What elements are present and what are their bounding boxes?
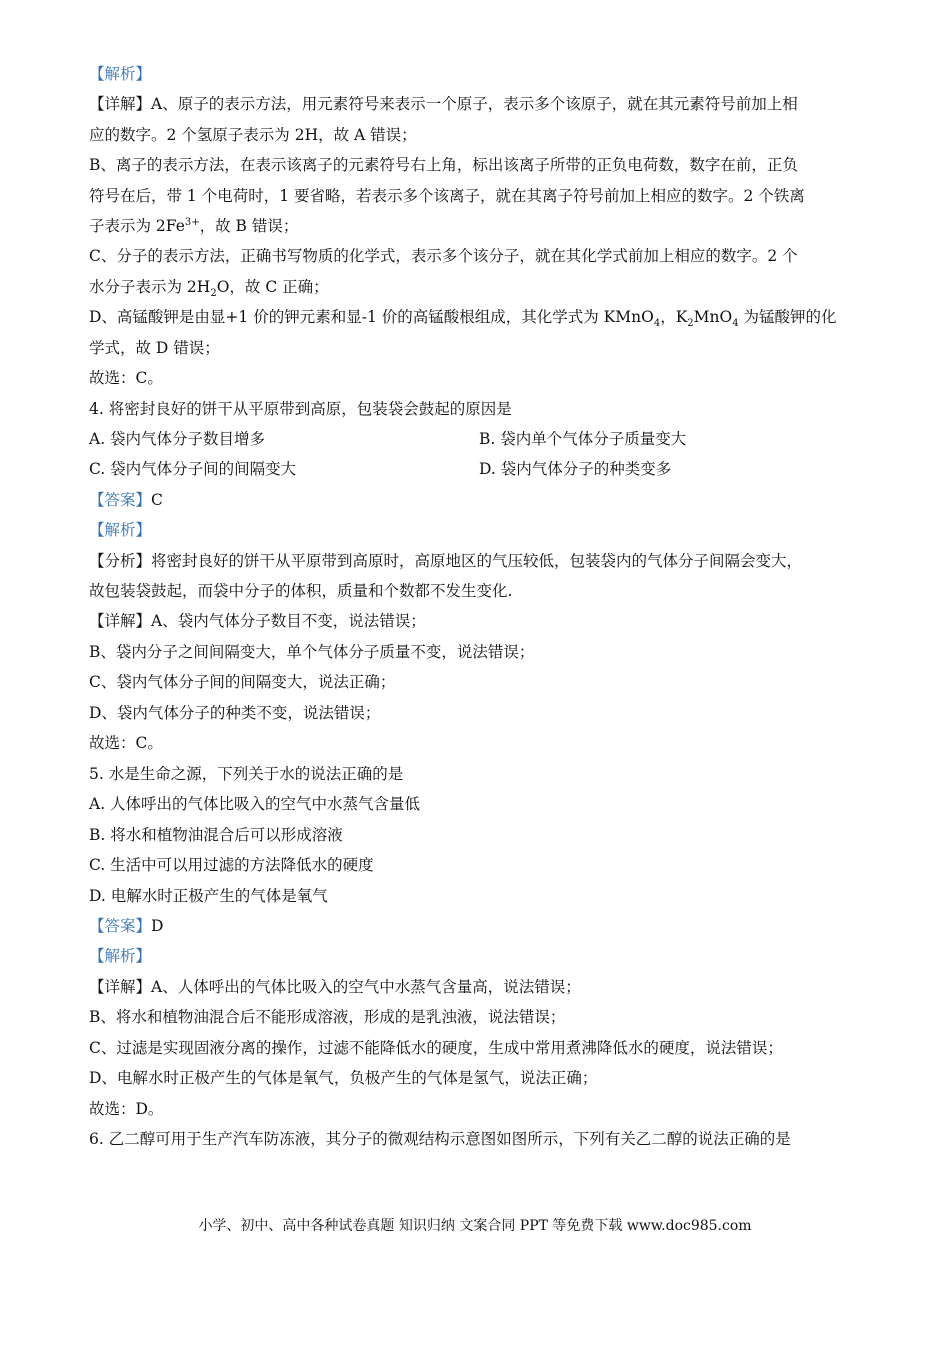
detail-line: D、袋内气体分子的种类不变，说法错误； — [89, 704, 381, 722]
option-c: C. 生活中可以用过滤的方法降低水的硬度 — [89, 856, 374, 874]
analysis-line: 故包装袋鼓起，而袋中分子的体积，质量和个数都不发生变化. — [89, 582, 513, 600]
detail-line: C、过滤是实现固液分离的操作，过滤不能降低水的硬度，生成中常用煮沸降低水的硬度，说法错误； — [89, 1039, 783, 1057]
analysis-line: 【分析】将密封良好的饼干从平原带到高原时，高原地区的气压较低，包装袋内的气体分子间隔会变大， — [89, 552, 803, 570]
detail-line: 子表示为 $2Fe^{3+}$，故 B 错误； — [89, 216, 299, 235]
answer-choice-line: 故选：C。 — [89, 734, 163, 752]
detail-line: 水分子表示为 $2H_2O$，故 C 正确； — [89, 278, 329, 300]
option-c: C. 袋内气体分子间的间隔变大 — [89, 460, 297, 478]
detail-line: B、袋内分子之间间隔变大，单个气体分子质量不变，说法错误； — [89, 643, 535, 661]
detail-line: 【详解】A、袋内气体分子数目不变，说法错误； — [89, 612, 426, 630]
detail-line: B、离子的表示方法，在表示该离子的元素符号右上角，标出该离子所带的正负电荷数，数字在前，正负 — [89, 156, 798, 174]
answer-line: 【答案】C — [89, 491, 163, 509]
answer-tag: 【答案】 — [89, 917, 152, 935]
option-a: A. 人体呼出的气体比吸入的空气中水蒸气含量低 — [89, 795, 421, 813]
detail-line: D、电解水时正极产生的气体是氧气，负极产生的气体是氢气，说法正确； — [89, 1069, 598, 1087]
detail-line: 【详解】A、人体呼出的气体比吸入的空气中水蒸气含量高，说法错误； — [89, 978, 581, 996]
option-d: D. 电解水时正极产生的气体是氧气 — [89, 887, 328, 905]
detail-line: 应的数字。2 个氢原子表示为 2H，故 A 错误； — [89, 126, 417, 144]
answer-choice-line: 故选：C。 — [89, 369, 163, 387]
detail-line: 【详解】A、原子的表示方法，用元素符号来表示一个原子，表示多个该原子，就在其元素符号前加上相 — [89, 95, 798, 113]
detail-line: 学式，故 D 错误； — [89, 339, 220, 357]
detail-line: D、高锰酸钾是由显+1 价的钾元素和显-1 价的高锰酸根组成，其化学式为 KMnO$_4$，$K_2MnO_4$ 为锰酸钾的化 — [89, 308, 837, 330]
answer-tag: 【答案】 — [89, 491, 152, 509]
answer-choice-line: 故选：D。 — [89, 1100, 164, 1118]
detail-line: C、袋内气体分子间的间隔变大，说法正确； — [89, 673, 396, 691]
option-d: D. 袋内气体分子的种类变多 — [479, 460, 672, 478]
question-6: 6. 乙二醇可用于生产汽车防冻液，其分子的微观结构示意图如图所示，下列有关乙二醇的说法正确的是 — [89, 1130, 791, 1148]
option-b: B. 将水和植物油混合后可以形成溶液 — [89, 826, 343, 844]
option-a: A. 袋内气体分子数目增多 — [89, 430, 266, 448]
analysis-heading: 【解析】 — [89, 521, 152, 539]
question-5: 5. 水是生命之源，下列关于水的说法正确的是 — [89, 765, 404, 783]
analysis-heading: 【解析】 — [89, 947, 152, 965]
analysis-heading: 【解析】 — [89, 65, 152, 83]
answer-line: 【答案】D — [89, 917, 164, 935]
detail-line: C、分子的表示方法，正确书写物质的化学式，表示多个该分子，就在其化学式前加上相应的数字。2 个 — [89, 247, 798, 265]
detail-line: 符号在后，带 1 个电荷时，1 要省略，若表示多个该离子，就在其离子符号前加上相应的数字。2 个铁离 — [89, 187, 805, 205]
detail-line: B、将水和植物油混合后不能形成溶液，形成的是乳浊液，说法错误； — [89, 1008, 566, 1026]
option-b: B. 袋内单个气体分子质量变大 — [479, 430, 687, 448]
page-footer: 小学、初中、高中各种试卷真题 知识归纳 文案合同 PPT 等免费下载 www.doc985.com — [198, 1218, 752, 1234]
question-4: 4. 将密封良好的饼干从平原带到高原，包装袋会鼓起的原因是 — [89, 400, 512, 418]
